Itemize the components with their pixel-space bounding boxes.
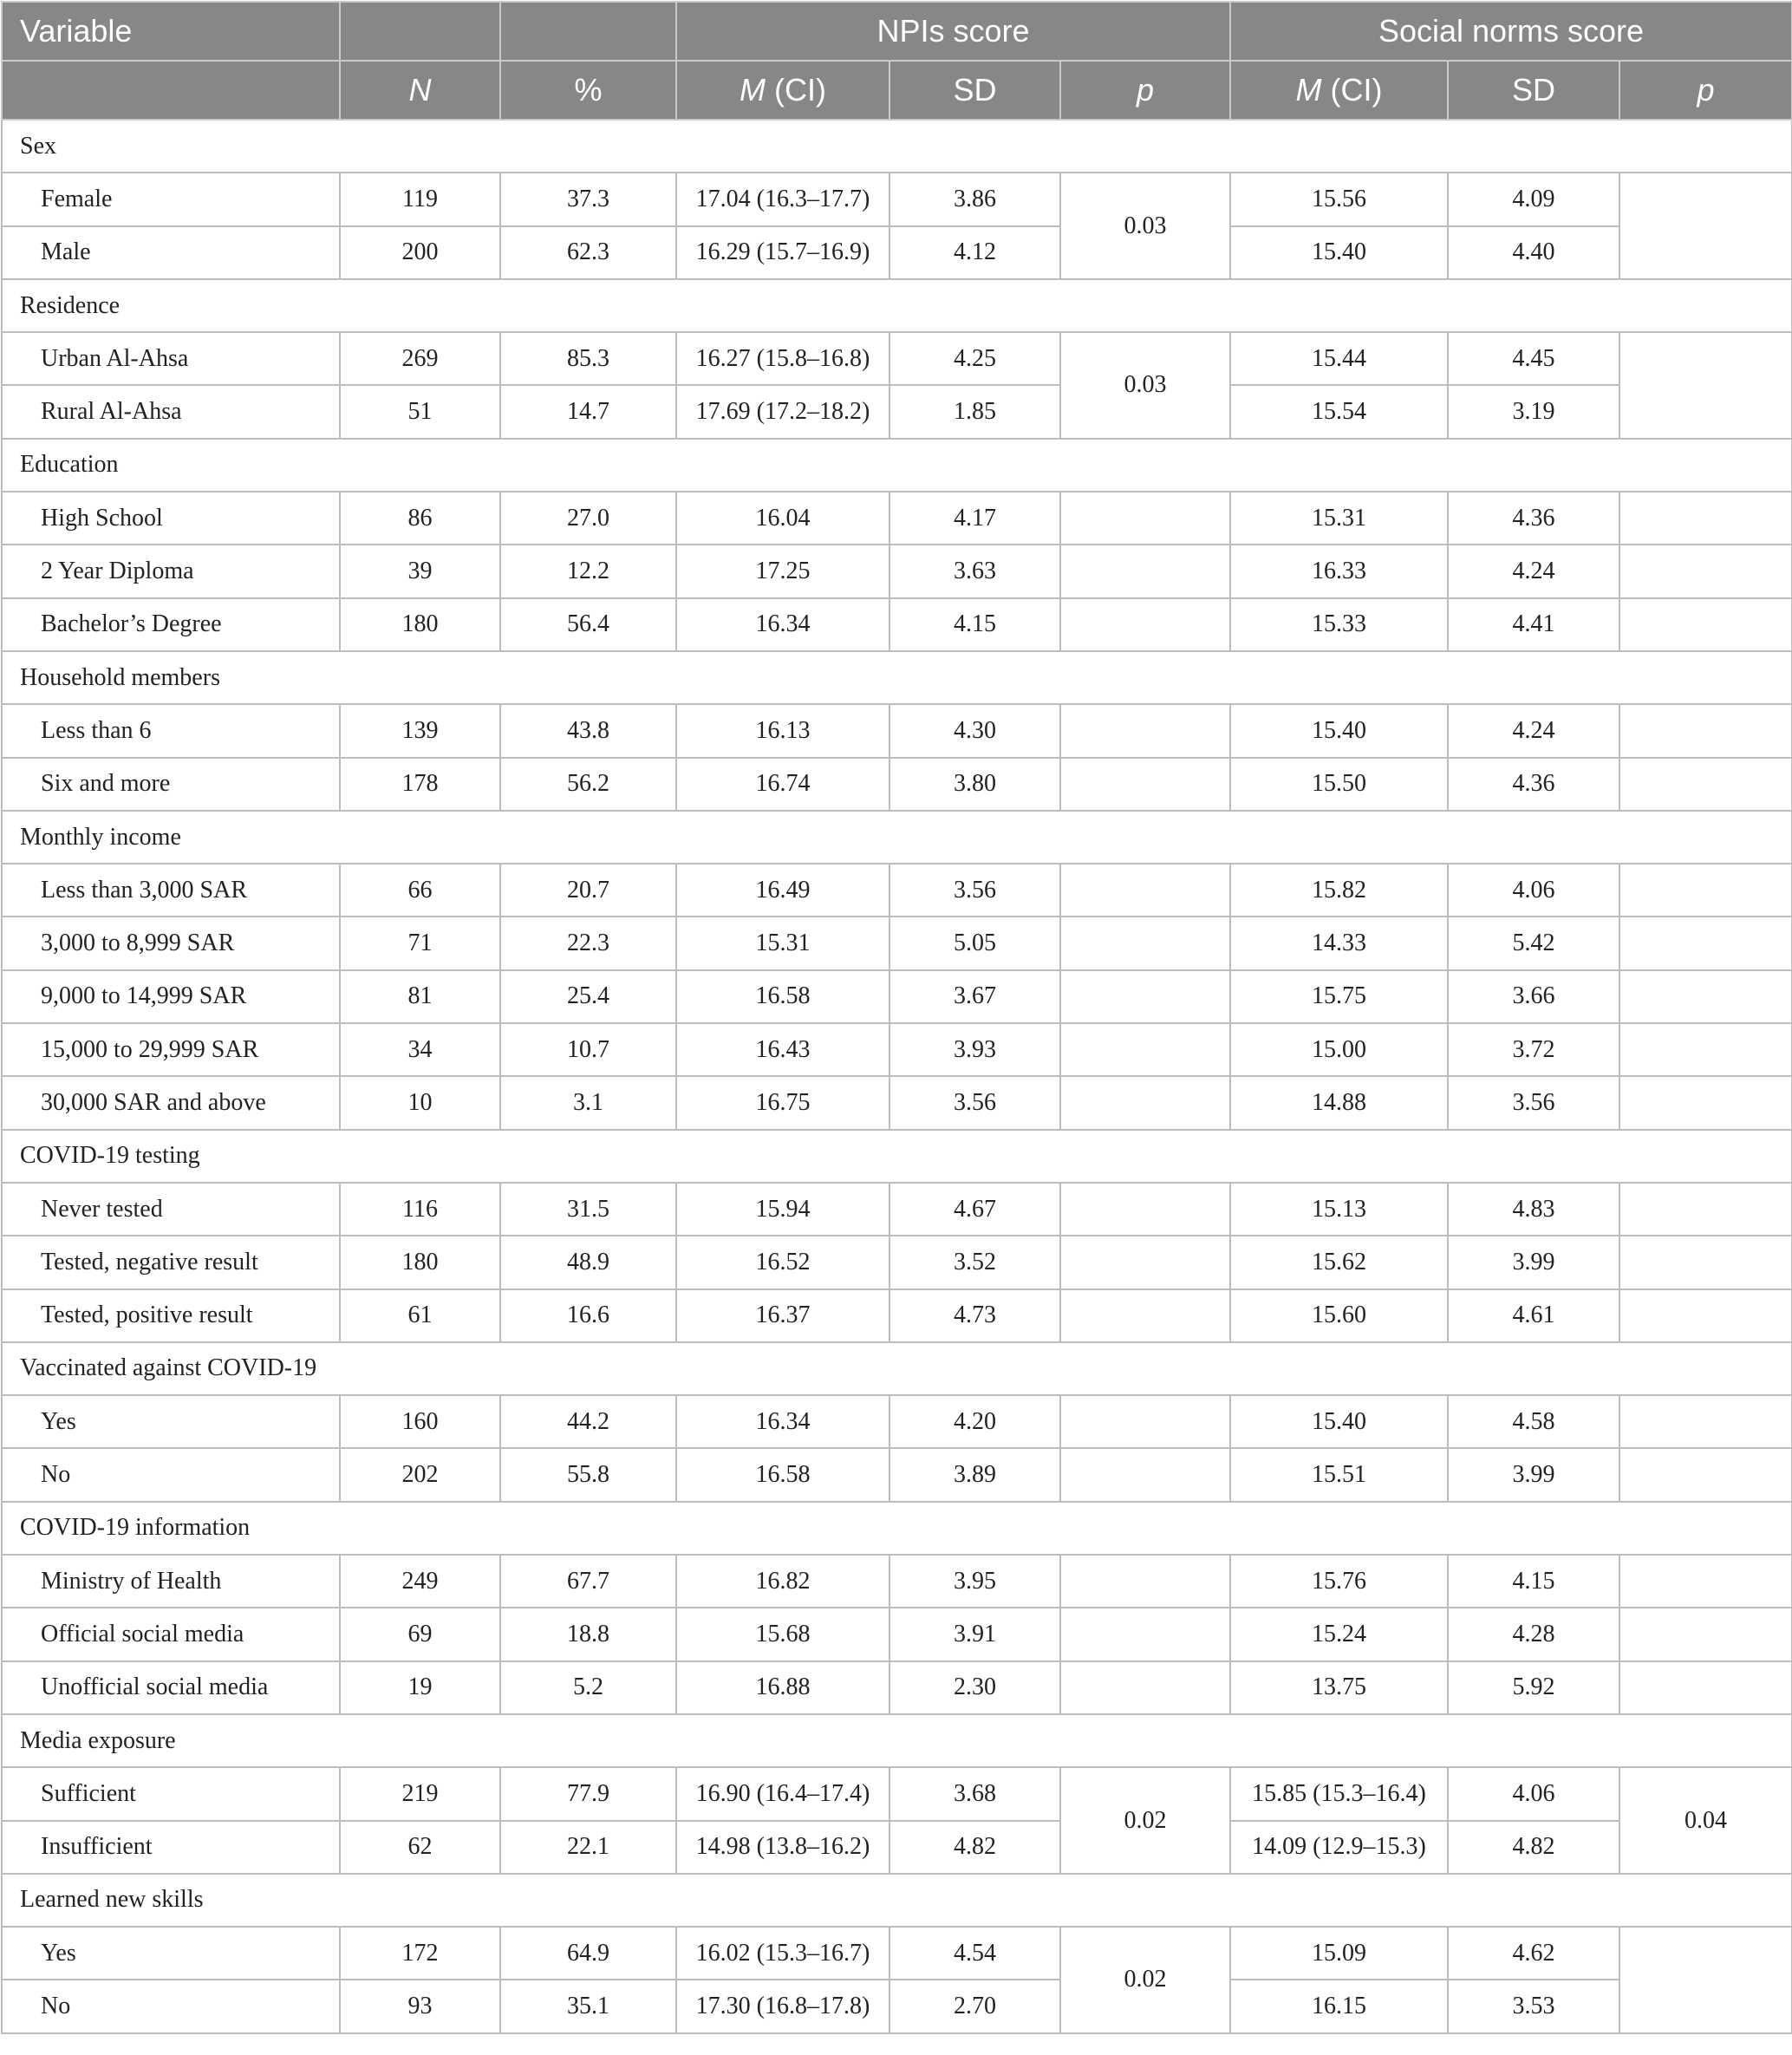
cell-sn-sd: 4.61 <box>1448 1289 1619 1342</box>
table-row <box>2 1767 1792 1820</box>
table-row <box>2 545 1792 597</box>
cell-n: 81 <box>340 970 500 1023</box>
cell-n: 86 <box>340 492 500 545</box>
cell-pct: 37.3 <box>500 173 676 225</box>
cell-sn-mean: 15.51 <box>1230 1448 1448 1501</box>
header-sn-mean <box>1230 61 1448 120</box>
cell-sn-p <box>1619 545 1792 597</box>
row-label: No <box>2 1980 340 2032</box>
cell-sn-p <box>1619 1183 1792 1236</box>
cell-pct: 22.3 <box>500 917 676 969</box>
row-label: 15,000 to 29,999 SAR <box>2 1023 340 1076</box>
cell-npi-mean: 16.27 (15.8–16.8) <box>676 332 889 385</box>
cell-sn-p <box>1619 1076 1792 1129</box>
cell-n: 200 <box>340 226 500 279</box>
cell-npi-sd: 4.30 <box>889 704 1060 757</box>
header-sn-mean-ci: (CI) <box>1321 72 1383 108</box>
table-row <box>2 758 1792 811</box>
cell-pct: 12.2 <box>500 545 676 597</box>
cell-npi-p <box>1060 1289 1230 1342</box>
header-npi-mean <box>676 61 889 120</box>
cell-npi-p <box>1060 1661 1230 1714</box>
cell-npi-sd: 4.17 <box>889 492 1060 545</box>
cell-n: 19 <box>340 1661 500 1714</box>
cell-npi-mean: 16.52 <box>676 1236 889 1288</box>
cell-sn-p <box>1619 1661 1792 1714</box>
cell-pct: 55.8 <box>500 1448 676 1501</box>
cell-npi-mean: 16.02 (15.3–16.7) <box>676 1927 889 1980</box>
cell-pct: 14.7 <box>500 385 676 438</box>
cell-pct: 18.8 <box>500 1608 676 1660</box>
cell-sn-sd: 4.58 <box>1448 1395 1619 1448</box>
cell-npi-sd: 1.85 <box>889 385 1060 438</box>
results-table <box>1 1 1792 2034</box>
cell-npi-sd: 3.68 <box>889 1767 1060 1820</box>
row-label: High School <box>2 492 340 545</box>
table-row <box>2 1076 1792 1129</box>
cell-sn-mean: 15.76 <box>1230 1555 1448 1608</box>
cell-npi-sd: 3.67 <box>889 970 1060 1023</box>
header-row-1 <box>2 2 1792 61</box>
cell-pct: 62.3 <box>500 226 676 279</box>
row-label: Yes <box>2 1927 340 1980</box>
group-header-row <box>2 120 1792 173</box>
cell-pct: 85.3 <box>500 332 676 385</box>
cell-n: 66 <box>340 864 500 917</box>
row-label: Yes <box>2 1395 340 1448</box>
table-row <box>2 1023 1792 1076</box>
header-n-text: N <box>408 72 432 108</box>
cell-sn-mean: 15.40 <box>1230 704 1448 757</box>
cell-npi-sd: 3.91 <box>889 1608 1060 1660</box>
group-label: Residence <box>2 279 1792 332</box>
group-label: Education <box>2 439 1792 492</box>
cell-npi-p <box>1060 1555 1230 1608</box>
cell-n: 172 <box>340 1927 500 1980</box>
cell-pct: 48.9 <box>500 1236 676 1288</box>
cell-sn-mean: 15.44 <box>1230 332 1448 385</box>
cell-sn-p <box>1619 332 1792 439</box>
cell-npi-sd: 3.52 <box>889 1236 1060 1288</box>
cell-n: 160 <box>340 1395 500 1448</box>
header-npi-mean-ci: (CI) <box>766 72 826 108</box>
cell-sn-sd: 4.06 <box>1448 1767 1619 1820</box>
row-label: Insufficient <box>2 1821 340 1874</box>
group-label: Household members <box>2 651 1792 704</box>
cell-npi-sd: 4.67 <box>889 1183 1060 1236</box>
cell-pct: 35.1 <box>500 1980 676 2032</box>
cell-pct: 10.7 <box>500 1023 676 1076</box>
group-label: COVID-19 testing <box>2 1130 1792 1183</box>
cell-npi-mean: 16.04 <box>676 492 889 545</box>
cell-npi-mean: 14.98 (13.8–16.2) <box>676 1821 889 1874</box>
group-header-row <box>2 439 1792 492</box>
cell-n: 180 <box>340 1236 500 1288</box>
cell-pct: 56.2 <box>500 758 676 811</box>
cell-sn-p: 0.04 <box>1619 1767 1792 1874</box>
group-label: Sex <box>2 120 1792 173</box>
header-npi-p-text: p <box>1136 72 1155 108</box>
table-row <box>2 1608 1792 1660</box>
cell-npi-p <box>1060 704 1230 757</box>
header-npis-score: NPIs score <box>676 2 1230 61</box>
cell-sn-p <box>1619 704 1792 757</box>
cell-npi-sd: 5.05 <box>889 917 1060 969</box>
cell-npi-sd: 3.93 <box>889 1023 1060 1076</box>
cell-npi-sd: 4.25 <box>889 332 1060 385</box>
cell-sn-sd: 4.82 <box>1448 1821 1619 1874</box>
table-row <box>2 332 1792 385</box>
cell-npi-mean: 16.75 <box>676 1076 889 1129</box>
cell-npi-sd: 3.86 <box>889 173 1060 225</box>
cell-npi-sd: 3.56 <box>889 864 1060 917</box>
cell-pct: 16.6 <box>500 1289 676 1342</box>
cell-sn-mean: 14.88 <box>1230 1076 1448 1129</box>
row-label: Less than 6 <box>2 704 340 757</box>
cell-npi-p <box>1060 1023 1230 1076</box>
cell-n: 51 <box>340 385 500 438</box>
cell-npi-mean: 15.68 <box>676 1608 889 1660</box>
table-row <box>2 1980 1792 2032</box>
cell-npi-p: 0.02 <box>1060 1767 1230 1874</box>
cell-sn-p <box>1619 758 1792 811</box>
cell-npi-sd: 4.73 <box>889 1289 1060 1342</box>
cell-sn-sd: 4.24 <box>1448 704 1619 757</box>
cell-npi-p: 0.03 <box>1060 173 1230 279</box>
cell-npi-mean: 16.13 <box>676 704 889 757</box>
cell-npi-p <box>1060 917 1230 969</box>
cell-sn-sd: 4.24 <box>1448 545 1619 597</box>
row-label: Male <box>2 226 340 279</box>
cell-sn-mean: 15.85 (15.3–16.4) <box>1230 1767 1448 1820</box>
cell-npi-mean: 16.58 <box>676 1448 889 1501</box>
row-label: Female <box>2 173 340 225</box>
cell-sn-sd: 3.99 <box>1448 1236 1619 1288</box>
table-body <box>2 120 1792 2033</box>
cell-npi-mean: 15.31 <box>676 917 889 969</box>
group-header-row <box>2 1874 1792 1927</box>
cell-sn-sd: 4.15 <box>1448 1555 1619 1608</box>
cell-sn-p <box>1619 917 1792 969</box>
cell-sn-mean: 15.40 <box>1230 1395 1448 1448</box>
group-header-row <box>2 1502 1792 1555</box>
cell-n: 116 <box>340 1183 500 1236</box>
row-label: Sufficient <box>2 1767 340 1820</box>
cell-n: 139 <box>340 704 500 757</box>
header-sn-p-text: p <box>1697 72 1715 108</box>
cell-sn-mean: 15.60 <box>1230 1289 1448 1342</box>
cell-npi-sd: 4.20 <box>889 1395 1060 1448</box>
cell-npi-p <box>1060 492 1230 545</box>
table-row <box>2 1395 1792 1448</box>
cell-sn-p <box>1619 864 1792 917</box>
cell-sn-mean: 16.33 <box>1230 545 1448 597</box>
cell-pct: 3.1 <box>500 1076 676 1129</box>
cell-npi-sd: 3.95 <box>889 1555 1060 1608</box>
group-header-row <box>2 651 1792 704</box>
cell-npi-sd: 4.12 <box>889 226 1060 279</box>
cell-npi-p: 0.03 <box>1060 332 1230 439</box>
row-label: 9,000 to 14,999 SAR <box>2 970 340 1023</box>
cell-npi-mean: 16.82 <box>676 1555 889 1608</box>
group-header-row <box>2 1342 1792 1395</box>
table-row <box>2 1821 1792 1874</box>
cell-sn-p <box>1619 1236 1792 1288</box>
cell-sn-mean: 15.75 <box>1230 970 1448 1023</box>
header-row-2 <box>2 61 1792 120</box>
cell-n: 93 <box>340 1980 500 2032</box>
cell-sn-mean: 15.00 <box>1230 1023 1448 1076</box>
row-label: Tested, positive result <box>2 1289 340 1342</box>
row-label: Never tested <box>2 1183 340 1236</box>
cell-npi-p <box>1060 758 1230 811</box>
cell-sn-mean: 15.31 <box>1230 492 1448 545</box>
cell-npi-mean: 16.74 <box>676 758 889 811</box>
cell-n: 62 <box>340 1821 500 1874</box>
row-label: Bachelor’s Degree <box>2 598 340 651</box>
cell-npi-sd: 4.15 <box>889 598 1060 651</box>
cell-pct: 64.9 <box>500 1927 676 1980</box>
cell-sn-p <box>1619 1448 1792 1501</box>
table-row <box>2 970 1792 1023</box>
cell-sn-p <box>1619 173 1792 279</box>
row-label: Ministry of Health <box>2 1555 340 1608</box>
table-row <box>2 1289 1792 1342</box>
cell-npi-p <box>1060 545 1230 597</box>
cell-n: 269 <box>340 332 500 385</box>
table-row <box>2 173 1792 225</box>
cell-sn-p <box>1619 598 1792 651</box>
cell-sn-sd: 4.41 <box>1448 598 1619 651</box>
cell-sn-sd: 5.42 <box>1448 917 1619 969</box>
cell-sn-sd: 4.36 <box>1448 492 1619 545</box>
header-pct: % <box>500 61 676 120</box>
cell-sn-sd: 4.62 <box>1448 1927 1619 1980</box>
header-social-norms-score: Social norms score <box>1230 2 1792 61</box>
header-sn-mean-letter: M <box>1295 72 1322 108</box>
cell-npi-p: 0.02 <box>1060 1927 1230 2033</box>
cell-sn-sd: 3.56 <box>1448 1076 1619 1129</box>
cell-sn-p <box>1619 1927 1792 2033</box>
header-sn-p <box>1619 61 1792 120</box>
cell-sn-p <box>1619 1555 1792 1608</box>
cell-npi-p <box>1060 1395 1230 1448</box>
cell-npi-mean: 16.43 <box>676 1023 889 1076</box>
table-row <box>2 598 1792 651</box>
cell-pct: 20.7 <box>500 864 676 917</box>
cell-sn-mean: 15.54 <box>1230 385 1448 438</box>
cell-npi-sd: 3.56 <box>889 1076 1060 1129</box>
table-row <box>2 1183 1792 1236</box>
cell-npi-mean: 16.34 <box>676 598 889 651</box>
table-row <box>2 1661 1792 1714</box>
group-label: Learned new skills <box>2 1874 1792 1927</box>
cell-npi-sd: 2.30 <box>889 1661 1060 1714</box>
header-npi-p <box>1060 61 1230 120</box>
cell-npi-sd: 3.80 <box>889 758 1060 811</box>
cell-sn-sd: 4.40 <box>1448 226 1619 279</box>
header-variable: Variable <box>2 2 340 61</box>
cell-sn-mean: 15.82 <box>1230 864 1448 917</box>
cell-npi-p <box>1060 1448 1230 1501</box>
cell-npi-p <box>1060 1608 1230 1660</box>
cell-sn-sd: 3.53 <box>1448 1980 1619 2032</box>
cell-sn-sd: 3.99 <box>1448 1448 1619 1501</box>
header-sn-sd: SD <box>1448 61 1619 120</box>
table-row <box>2 492 1792 545</box>
table-row <box>2 1448 1792 1501</box>
cell-npi-p <box>1060 864 1230 917</box>
cell-n: 178 <box>340 758 500 811</box>
table-row <box>2 917 1792 969</box>
cell-npi-mean: 17.30 (16.8–17.8) <box>676 1980 889 2032</box>
cell-sn-sd: 3.19 <box>1448 385 1619 438</box>
cell-sn-p <box>1619 970 1792 1023</box>
cell-npi-p <box>1060 970 1230 1023</box>
cell-npi-mean: 17.69 (17.2–18.2) <box>676 385 889 438</box>
cell-sn-mean: 15.40 <box>1230 226 1448 279</box>
table-row <box>2 385 1792 438</box>
table-row <box>2 1236 1792 1288</box>
row-label: No <box>2 1448 340 1501</box>
cell-sn-mean: 16.15 <box>1230 1980 1448 2032</box>
group-label: Vaccinated against COVID-19 <box>2 1342 1792 1395</box>
cell-sn-sd: 4.45 <box>1448 332 1619 385</box>
row-label: 2 Year Diploma <box>2 545 340 597</box>
cell-sn-p <box>1619 492 1792 545</box>
group-header-row <box>2 279 1792 332</box>
cell-npi-sd: 2.70 <box>889 1980 1060 2032</box>
row-label: Less than 3,000 SAR <box>2 864 340 917</box>
cell-sn-mean: 15.62 <box>1230 1236 1448 1288</box>
cell-n: 39 <box>340 545 500 597</box>
cell-npi-p <box>1060 1076 1230 1129</box>
cell-n: 219 <box>340 1767 500 1820</box>
cell-npi-mean: 16.29 (15.7–16.9) <box>676 226 889 279</box>
row-label: Official social media <box>2 1608 340 1660</box>
cell-npi-mean: 15.94 <box>676 1183 889 1236</box>
cell-pct: 56.4 <box>500 598 676 651</box>
table-row <box>2 1555 1792 1608</box>
cell-sn-sd: 4.09 <box>1448 173 1619 225</box>
cell-sn-sd: 3.72 <box>1448 1023 1619 1076</box>
cell-n: 69 <box>340 1608 500 1660</box>
header-blank-pct <box>500 2 676 61</box>
group-header-row <box>2 1130 1792 1183</box>
cell-n: 34 <box>340 1023 500 1076</box>
row-label: 3,000 to 8,999 SAR <box>2 917 340 969</box>
row-label: Rural Al-Ahsa <box>2 385 340 438</box>
cell-sn-sd: 4.36 <box>1448 758 1619 811</box>
cell-n: 10 <box>340 1076 500 1129</box>
group-header-row <box>2 1714 1792 1767</box>
cell-sn-mean: 15.33 <box>1230 598 1448 651</box>
group-label: COVID-19 information <box>2 1502 1792 1555</box>
cell-npi-mean: 17.25 <box>676 545 889 597</box>
cell-npi-p <box>1060 598 1230 651</box>
group-label: Media exposure <box>2 1714 1792 1767</box>
cell-npi-mean: 16.37 <box>676 1289 889 1342</box>
cell-npi-mean: 16.90 (16.4–17.4) <box>676 1767 889 1820</box>
header-npi-sd: SD <box>889 61 1060 120</box>
cell-pct: 31.5 <box>500 1183 676 1236</box>
header-n <box>340 61 500 120</box>
cell-sn-p <box>1619 1289 1792 1342</box>
header-blank-variable <box>2 61 340 120</box>
row-label: 30,000 SAR and above <box>2 1076 340 1129</box>
cell-npi-mean: 16.49 <box>676 864 889 917</box>
table-row <box>2 1927 1792 1980</box>
cell-sn-sd: 3.66 <box>1448 970 1619 1023</box>
cell-sn-mean: 15.24 <box>1230 1608 1448 1660</box>
cell-npi-sd: 3.63 <box>889 545 1060 597</box>
row-label: Six and more <box>2 758 340 811</box>
row-label: Tested, negative result <box>2 1236 340 1288</box>
cell-npi-mean: 16.34 <box>676 1395 889 1448</box>
cell-sn-mean: 13.75 <box>1230 1661 1448 1714</box>
group-header-row <box>2 811 1792 864</box>
cell-n: 61 <box>340 1289 500 1342</box>
cell-n: 119 <box>340 173 500 225</box>
cell-npi-p <box>1060 1236 1230 1288</box>
table-row <box>2 704 1792 757</box>
cell-npi-sd: 3.89 <box>889 1448 1060 1501</box>
cell-n: 180 <box>340 598 500 651</box>
cell-pct: 77.9 <box>500 1767 676 1820</box>
cell-pct: 22.1 <box>500 1821 676 1874</box>
cell-sn-p <box>1619 1023 1792 1076</box>
cell-n: 71 <box>340 917 500 969</box>
cell-sn-mean: 14.33 <box>1230 917 1448 969</box>
cell-npi-sd: 4.54 <box>889 1927 1060 1980</box>
cell-sn-sd: 5.92 <box>1448 1661 1619 1714</box>
cell-sn-sd: 4.28 <box>1448 1608 1619 1660</box>
row-label: Unofficial social media <box>2 1661 340 1714</box>
cell-sn-mean: 15.13 <box>1230 1183 1448 1236</box>
cell-npi-mean: 16.58 <box>676 970 889 1023</box>
cell-sn-p <box>1619 1608 1792 1660</box>
cell-sn-mean: 15.50 <box>1230 758 1448 811</box>
header-npi-mean-letter: M <box>740 72 766 108</box>
header-blank-n <box>340 2 500 61</box>
cell-sn-sd: 4.06 <box>1448 864 1619 917</box>
cell-pct: 44.2 <box>500 1395 676 1448</box>
cell-npi-sd: 4.82 <box>889 1821 1060 1874</box>
cell-pct: 25.4 <box>500 970 676 1023</box>
cell-sn-mean: 15.09 <box>1230 1927 1448 1980</box>
group-label: Monthly income <box>2 811 1792 864</box>
cell-pct: 27.0 <box>500 492 676 545</box>
cell-sn-sd: 4.83 <box>1448 1183 1619 1236</box>
cell-sn-p <box>1619 1395 1792 1448</box>
cell-npi-mean: 16.88 <box>676 1661 889 1714</box>
cell-npi-p <box>1060 1183 1230 1236</box>
table-row <box>2 226 1792 279</box>
cell-pct: 67.7 <box>500 1555 676 1608</box>
table-row <box>2 864 1792 917</box>
cell-npi-mean: 17.04 (16.3–17.7) <box>676 173 889 225</box>
table-header <box>2 2 1792 120</box>
cell-sn-mean: 15.56 <box>1230 173 1448 225</box>
cell-sn-mean: 14.09 (12.9–15.3) <box>1230 1821 1448 1874</box>
row-label: Urban Al-Ahsa <box>2 332 340 385</box>
cell-n: 202 <box>340 1448 500 1501</box>
cell-pct: 5.2 <box>500 1661 676 1714</box>
cell-n: 249 <box>340 1555 500 1608</box>
cell-pct: 43.8 <box>500 704 676 757</box>
